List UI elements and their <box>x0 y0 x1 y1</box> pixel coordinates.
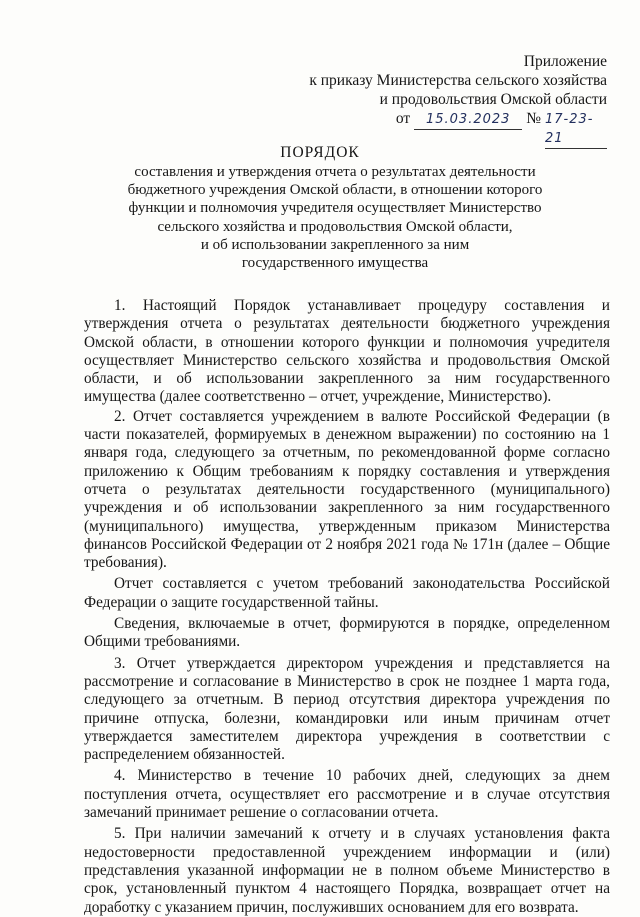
appendix-ministry: и продовольствия Омской области <box>379 91 607 108</box>
document-body <box>84 297 610 917</box>
subtitle-line: функции и полномочия учредителя осуществляет Министерство <box>128 200 542 217</box>
number-label: № <box>526 110 541 127</box>
paragraph-4: 4. Министерство в течение 10 рабочих дней, следующих за днем поступления отчета, осуществляет его рассмотрение и в случае отсутствия замечаний принимает решение о согласовании отчета. <box>84 767 610 822</box>
subtitle-line: бюджетного учреждения Омской области, в отношении которого <box>127 182 543 199</box>
from-label: от <box>395 110 411 127</box>
document-title: ПОРЯДОК <box>280 144 360 161</box>
appendix-block <box>309 52 607 149</box>
paragraph-3: 3. Отчет утверждается директором учреждения и представляется на рассмотрение и согласование в Министерство в срок не позднее 1 марта года, следующего за отчетным. В период отсутствия директора учреждения по причине отпуска, болезни, командировки или иным причинам отчет утверждается заместителем директора учреждения в соответствии с распределением обязанностей. <box>84 654 610 764</box>
paragraph-2-info: Сведения, включаемые в отчет, формируются в порядке, определенном Общими требованиями. <box>84 615 610 651</box>
handwritten-date: 15.03.2023 <box>414 110 522 130</box>
paragraph-1: 1. Настоящий Порядок устанавливает процедуру составления и утверждения отчета о результатах деятельности бюджетного учреждения Омской области, в отношении которого функции и полномочия учредителя осуществляет Министерство сельского хозяйства и продовольствия Омской области, и об использовании закрепленного за ним государственного имущества (далее соответственно – отчет, учреждение, Министерство). <box>84 297 610 406</box>
subtitle-line: сельского хозяйства и продовольствия Омской области, <box>157 218 513 235</box>
paragraph-2-secrecy: Отчет составляется с учетом требований законодательства Российской Федерации о защите государственной тайны. <box>84 575 610 611</box>
subtitle-line: составления и утверждения отчета о результатах деятельности <box>134 164 536 180</box>
subtitle-line: государственного имущества <box>241 255 429 272</box>
paragraph-2: 2. Отчет составляется учреждением в валюте Российской Федерации (в части показателей, формируемых в денежном выражении) по состоянию на 1 января года, следующего за отчетным, по рекомендованной форме согласно приложению к Общим требованиям к порядку составления и утверждения отчета о результатах деятельности государственного (муниципального) учреждения и об использовании закрепленного за ним государственного (муниципального) имущества, утвержденным приказом Министерства финансов Российской Федерации от 2 ноября 2021 года № 171н (далее – Общие требования). <box>84 407 610 572</box>
paragraph-5: 5. При наличии замечаний к отчету и в случаях установления факта недостоверности предоставленной учреждением информации и (или) представления указанной информации не в полном объеме Министерство в срок, установленный пунктом 4 настоящего Порядка, возвращает отчет на доработку с указанием причин, послуживших основанием для его возврата. <box>84 825 610 916</box>
document-subtitle <box>100 163 570 272</box>
handwritten-number: 17-23-21 <box>545 110 607 149</box>
appendix-title: Приложение <box>523 53 607 70</box>
subtitle-line: и об использовании закрепленного за ним <box>200 236 470 253</box>
appendix-order-ref: к приказу Министерства сельского хозяйства <box>309 72 607 89</box>
appendix-date-number <box>309 109 607 149</box>
